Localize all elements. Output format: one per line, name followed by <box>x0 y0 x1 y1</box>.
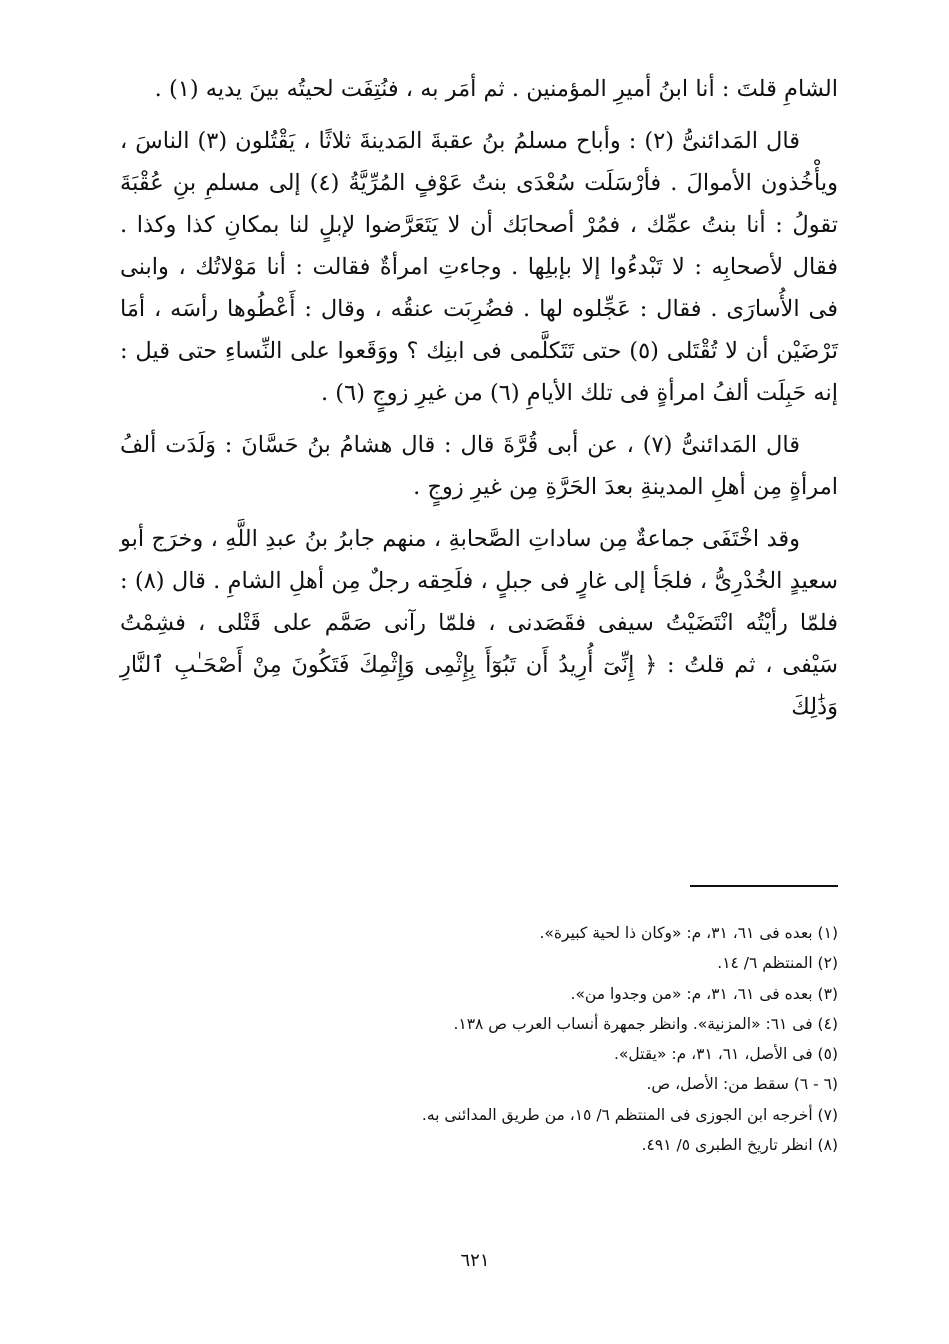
footnote-6: (٦ - ٦) سقط من: الأصل، ص. <box>646 1075 838 1094</box>
footnote-4: (٤) فى ٦١: «المزنية». وانظر جمهرة أنساب العرب ص ١٣٨. <box>453 1014 838 1033</box>
footnote-8: (٨) انظر تاريخ الطبرى ٥/ ٤٩١. <box>641 1136 838 1155</box>
footnote-divider <box>690 885 838 887</box>
footnote-7: (٧) أخرجه ابن الجوزى فى المنتظم ٦/ ١٥، من طريق المدائنى به. <box>421 1105 838 1124</box>
footnotes <box>300 918 838 1160</box>
paragraph-3: قال المَدائنىُّ (٧) ، عن أبى قُرَّةَ قال : قال هشامُ بنُ حَسَّانَ : وَلَدَت ألفُ امرأةٍ مِن أهلِ المدينةِ بعدَ الحَرَّةِ مِن غيرِ زوجٍ . <box>120 432 838 500</box>
footnote-3: (٣) بعده فى ٦١، ٣١، م: «من وجدوا من». <box>570 984 838 1003</box>
paragraph-1: الشامِ قلتَ : أنا ابنُ أميرِ المؤمنين . ثم أمَر به ، فنُتِفَت لحيتُه بينَ يديه (١) . <box>154 76 838 102</box>
page-number: ٦٢١ <box>460 1250 490 1271</box>
footnote-2: (٢) المنتظم ٦/ ١٤. <box>717 954 838 973</box>
main-text <box>120 68 838 738</box>
paragraph-4: وقد اخْتَفَى جماعةٌ مِن ساداتِ الصَّحابةِ ، منهم جابرُ بنُ عبدِ اللَّهِ ، وخرَج أبو سعيدٍ الخُدْرِىُّ ، فلجَأ إلى غارٍ فى جبلٍ ، فلَحِقه رجلٌ مِن أهلِ الشامِ . قال (٨) : فلمّا رأيْتُه انْتَضَيْتُ سيفى فقَصَدنى ، فلمّا رآنى صَمَّم على قَتْلى ، فشِمْتُ سَيْفى ، ثم قلتُ : ﴿ إِنِّىٓ أُرِيدُ أَن تَبُوٓأَ بِإِثْمِى وَإِثْمِكَ فَتَكُونَ مِنْ أَصْحَـٰبِ ٱلنَّارِ وَذَٰلِكَ <box>120 526 838 720</box>
paragraph-2: قال المَدائنىُّ (٢) : وأباح مسلمُ بنُ عقبةَ المَدينةَ ثلاثًا ، يَقْتُلون (٣) الناسَ ، ويأْخُذون الأموالَ . فأرْسَلَت سُعْدَى بنتُ عَوْفٍ المُرِّيَّةُ (٤) إلى مسلمِ بنِ عُقْبَةَ تقولُ : أنا بنتُ عمِّك ، فمُرْ أصحابَك أن لا يَتَعَرَّضوا لإبلٍ لنا بمكانِ كذا وكذا . فقال لأصحابِه : لا تَبْدءُوا إلا بإبلِها . وجاءتِ امرأةٌ فقالت : أنا مَوْلاتُك ، وابنى فى الأُسارَى . فقال : عَجِّلوه لها . فضُرِبَت عنقُه ، وقال : أَعْطُوها رأسَه ، أمَا تَرْضَيْن أن لا تُقْتَلى (٥) حتى تَتَكلَّمى فى ابنِك ؟ ووَقَعوا على النِّساءِ حتى قيل : إنه حَبِلَت ألفُ امرأةٍ فى تلك الأيامِ (٦) من غيرِ زوجٍ (٦) . <box>120 128 839 406</box>
footnote-1: (١) بعده فى ٦١، ٣١، م: «وكان ذا لحية كبيرة». <box>539 924 838 942</box>
footnote-5: (٥) فى الأصل، ٦١، ٣١، م: «يقتل». <box>614 1045 838 1064</box>
